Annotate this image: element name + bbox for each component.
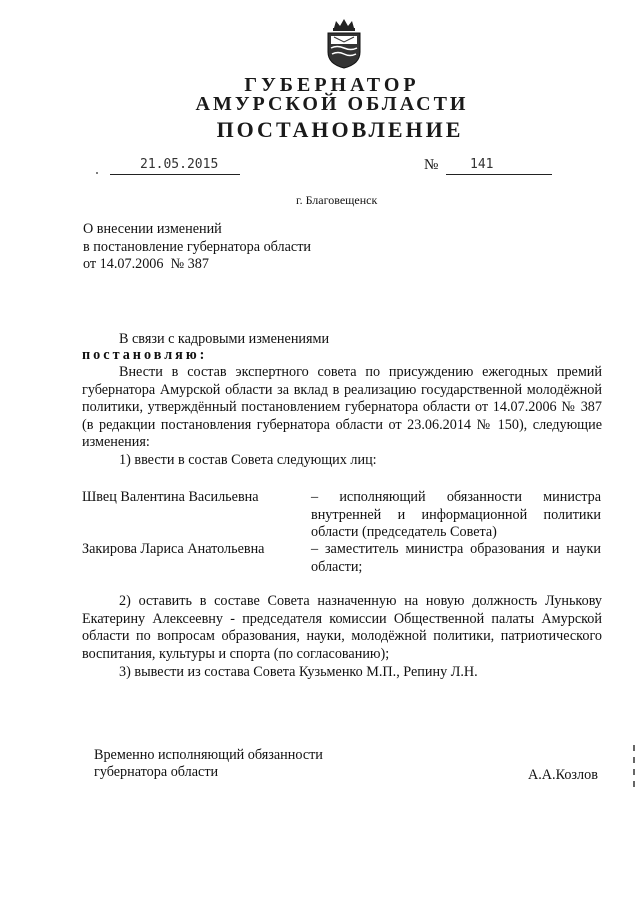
document-date: 21.05.2015 <box>140 157 219 172</box>
header-governor: ГУБЕРНАТОР <box>244 74 420 96</box>
signatory-name: А.А.Козлов <box>528 767 598 783</box>
item-1: 1) ввести в состав Совета следующих лиц: <box>119 452 377 468</box>
decree-word: постановляю: <box>82 347 208 363</box>
document-number: 141 <box>470 157 494 172</box>
date-underline <box>110 174 240 175</box>
number-underline <box>446 174 552 175</box>
subject-block <box>83 221 383 274</box>
coat-of-arms-emblem <box>322 18 366 70</box>
member-role: – заместитель министра образования и науки области; <box>311 541 601 575</box>
scan-dot <box>96 172 98 174</box>
scan-mark <box>633 781 635 787</box>
subject-line: от 14.07.2006 № 387 <box>83 256 209 272</box>
signatory-position: губернатора области <box>94 764 219 780</box>
subject-line: О внесении изменений <box>83 221 222 237</box>
member-name: Закирова Лариса Анатольевна <box>82 541 265 557</box>
scan-mark <box>633 757 635 763</box>
city: г. Благовещенск <box>296 193 378 207</box>
document-type-title: ПОСТАНОВЛЕНИЕ <box>216 117 464 142</box>
subject-line: в постановление губернатора области <box>83 238 311 255</box>
intro-text: В связи с кадровыми изменениями <box>119 331 330 347</box>
item-2: 2) оставить в составе Совета назначенную на новую должность Лунькову Екатерину Алексеевну - председателя комиссии Общественной палаты Амурской области по вопросам образования, науки, молодёжной политики, патриотического воспитания, культуры и спорта (по согласованию); <box>82 593 602 662</box>
main-paragraph: Внести в состав экспертного совета по присуждению ежегодных премий губернатора Амурской области за вклад в реализацию государственной молодёжной политики, утверждённый постановлением губернатора области от 14.07.2006 № 387 (в редакции постановления губернатора области от 23.06.2014 № 150), следующие изменения: <box>82 364 602 450</box>
header-region: АМУРСКОЙ ОБЛАСТИ <box>195 93 469 115</box>
member-role: – исполняющий обязанности министра внутренней и информационной политики области (председатель Совета) <box>311 489 601 540</box>
number-sign: № <box>424 157 439 173</box>
signatory-position: Временно исполняющий обязанности <box>94 747 323 763</box>
member-name: Швец Валентина Васильевна <box>82 489 259 505</box>
item-3: 3) вывести из состава Совета Кузьменко М.П., Репину Л.Н. <box>119 664 478 680</box>
scan-mark <box>633 769 635 775</box>
scan-mark <box>633 745 635 751</box>
